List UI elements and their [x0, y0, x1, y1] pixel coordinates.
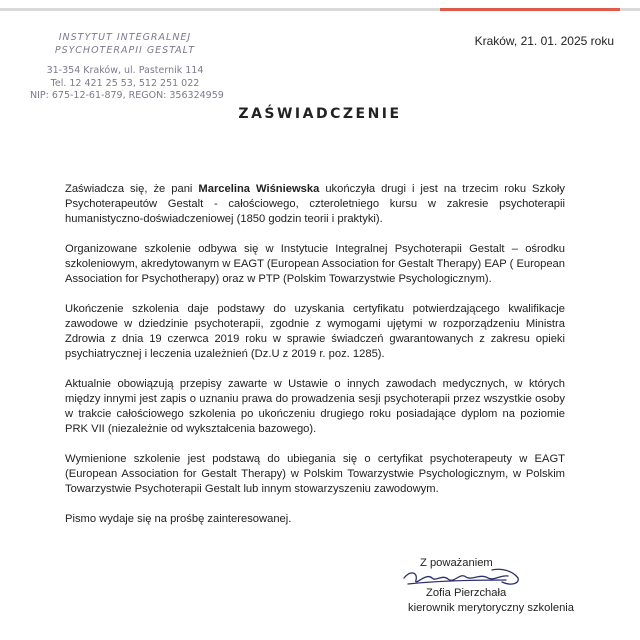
header-accent [440, 8, 620, 11]
paragraph [65, 182, 565, 227]
paragraph: Ukończenie szkolenia daje podstawy do uzyskania certyfikatu potwierdzającego kwalifikacje zawodowe w dziedzinie psychoterapii, zgodnie z wymogami ujętymi w rozporządzeniu Ministra Zdrowia z dnia 19 czerwca 2019 roku w sprawie świadczeń gwarantowanych z zakresu opieki psychiatrycznej i leczenia uzależnień (Dz.U z 2019 r. poz. 1285). [65, 303, 565, 360]
paragraph-text: Zaświadcza się, że pani [65, 183, 199, 195]
paragraph: Organizowane szkolenie odbywa się w Instytucie Integralnej Psychoterapii Gestalt – ośrodku szkoleniowym, akredytowanym w EAGT (European Association for Gestalt Therapy) EAP ( European Association for Psychotherapy) oraz w PTP (Polskim Towarzystwie Psychologicznym). [65, 243, 565, 285]
stamp-address: 31-354 Kraków, ul. Pasternik 114 [46, 65, 204, 76]
document-title: ZAŚWIADCZENIE [238, 106, 402, 122]
paragraph: Pismo wydaje się na prośbę zainteresowanej. [65, 513, 292, 525]
signature-block [408, 556, 574, 616]
paragraph: Wymienione szkolenie jest podstawą do ubiegania się o certyfikat psychoterapeuty w EAGT (European Association for Gestalt Therapy) w Polskim Towarzystwie Psychologicznym, w Polskim Towarzystwie Psychoterapii Gestalt lub innym stowarzyszeniu zawodowym. [65, 453, 565, 495]
document-body [65, 182, 565, 542]
document-date: Kraków, 21. 01. 2025 roku [474, 34, 614, 48]
paragraph-text: ukończyła drugi i jest na trzecim roku Szkoły Psychoterapeutów Gestalt - całościowego, czteroletniego kursu w zakresie psychoterapii humanistyczno-doświadczeniowej (1850 godzin teorii i praktyki). [65, 183, 565, 225]
person-name: Marcelina Wiśniewska [198, 183, 320, 195]
stamp-ids: NIP: 675-12-61-879, REGON: 356324959 [30, 90, 224, 101]
paragraph: Aktualnie obowiązują przepisy zawarte w Ustawie o innych zawodach medycznych, w których między innymi jest zapis o uznaniu prawa do prowadzenia sesji psychoterapii przez wszystkie osoby w trakcie całościowego szkolenia po ukończeniu drugiego roku posiadające dyplom na poziomie PRK VII (niezależnie od wykształcenia bazowego). [65, 378, 565, 435]
closing-greeting: Z poważaniem [420, 557, 493, 569]
stamp-line: PSYCHOTERAPII GESTALT [54, 44, 196, 56]
signer-name: Zofia Pierzchała [426, 587, 507, 599]
stamp-line: INSTYTUT INTEGRALNEJ [58, 32, 192, 43]
institution-stamp [30, 32, 224, 103]
signer-role: kierownik merytoryczny szkolenia [408, 602, 574, 614]
header-divider [0, 8, 640, 11]
stamp-phone: Tel. 12 421 25 53, 512 251 022 [50, 77, 200, 89]
